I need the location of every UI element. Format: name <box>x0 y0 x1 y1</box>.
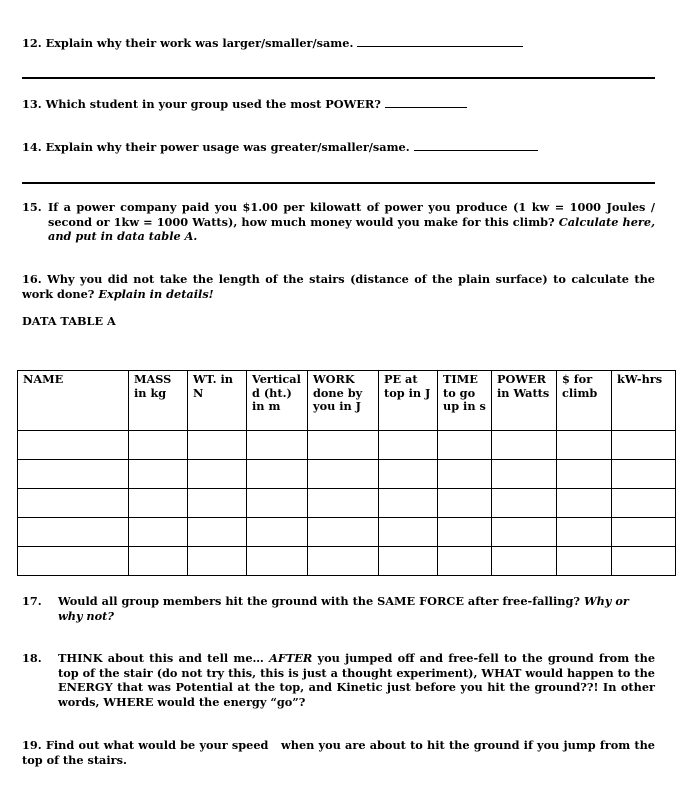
table-cell[interactable] <box>18 547 129 576</box>
table-title: DATA TABLE A <box>22 314 116 328</box>
table-cell[interactable] <box>247 518 308 547</box>
question-16-text: 16. Why you did not take the length of the stairs (distance of the plain surface) to calculate the work done? <box>22 272 655 301</box>
question-18-number: 18. <box>22 651 42 665</box>
table-cell[interactable] <box>438 460 492 489</box>
header-mass: MASS in kg <box>129 371 188 431</box>
header-kw-hrs: kW-hrs <box>612 371 676 431</box>
table-cell[interactable] <box>129 431 188 460</box>
question-19: 19. Find out what would be your speed when you are about to hit the ground if you jump from the top of the stairs. <box>22 738 659 767</box>
header-vertical-distance: Vertical d (ht.) in m <box>247 371 308 431</box>
question-15-number: 15. <box>22 200 42 214</box>
table-cell[interactable] <box>379 518 438 547</box>
table-cell[interactable] <box>492 489 557 518</box>
table-row <box>18 518 676 547</box>
question-18-text: you jumped off and free-fell to the ground from the top of the stair (do not try this, this is just a thought experiment), WHAT would happen to the ENERGY that was Potential at the top, and Kinetic just before you hit the ground??! In other words, WHERE would the energy “go”? <box>58 651 656 709</box>
table-cell[interactable] <box>18 431 129 460</box>
question-14-text: 14. Explain why their power usage was greater/smaller/same. <box>22 140 410 154</box>
table-cell[interactable] <box>308 431 379 460</box>
table-row <box>18 431 676 460</box>
table-cell[interactable] <box>492 518 557 547</box>
table-cell[interactable] <box>612 431 676 460</box>
question-15-text: If a power company paid you $1.00 per kilowatt of power you produce (1 kw = 1000 Joules / second or 1kw = 1000 Watts), how much money would you make for this climb? <box>48 200 655 229</box>
table-cell[interactable] <box>188 489 247 518</box>
table-cell[interactable] <box>438 431 492 460</box>
table-cell[interactable] <box>308 489 379 518</box>
header-dollars: $ for climb <box>557 371 612 431</box>
table-cell[interactable] <box>438 547 492 576</box>
table-cell[interactable] <box>612 518 676 547</box>
table-header-row <box>18 371 676 431</box>
table-cell[interactable] <box>247 460 308 489</box>
divider-line <box>22 77 655 79</box>
table-cell[interactable] <box>247 489 308 518</box>
question-15-body <box>48 200 655 244</box>
table-cell[interactable] <box>612 460 676 489</box>
table-cell[interactable] <box>308 460 379 489</box>
question-17-instruction: Why or why not? <box>58 594 629 623</box>
question-16-instruction: Explain in details! <box>98 286 214 301</box>
question-16 <box>22 272 655 301</box>
table-cell[interactable] <box>557 489 612 518</box>
question-14 <box>22 139 538 155</box>
table-cell[interactable] <box>129 518 188 547</box>
table-cell[interactable] <box>308 547 379 576</box>
table-cell[interactable] <box>188 547 247 576</box>
table-cell[interactable] <box>438 518 492 547</box>
data-table-a <box>17 370 676 576</box>
table-cell[interactable] <box>18 518 129 547</box>
table-cell[interactable] <box>129 489 188 518</box>
question-18-body <box>58 651 655 709</box>
table-row <box>18 489 676 518</box>
table-cell[interactable] <box>379 460 438 489</box>
header-name: NAME <box>18 371 129 431</box>
answer-blank-12[interactable] <box>357 35 523 47</box>
question-17-body <box>58 594 655 623</box>
table-cell[interactable] <box>492 460 557 489</box>
table-cell[interactable] <box>557 431 612 460</box>
answer-blank-14[interactable] <box>414 139 538 151</box>
divider-line <box>22 182 655 184</box>
table-row <box>18 460 676 489</box>
table-cell[interactable] <box>612 489 676 518</box>
table-cell[interactable] <box>129 460 188 489</box>
question-13 <box>22 96 467 112</box>
table-cell[interactable] <box>308 518 379 547</box>
question-17-number: 17. <box>22 594 42 608</box>
table-cell[interactable] <box>438 489 492 518</box>
header-potential-energy: PE at top in J <box>379 371 438 431</box>
table-cell[interactable] <box>379 547 438 576</box>
table-cell[interactable] <box>18 489 129 518</box>
table-cell[interactable] <box>379 431 438 460</box>
table-cell[interactable] <box>612 547 676 576</box>
question-13-text: 13. Which student in your group used the most POWER? <box>22 97 381 111</box>
question-15-instruction: Calculate here, and put in data table A. <box>48 214 655 243</box>
header-power: POWER in Watts <box>492 371 557 431</box>
header-work: WORK done by you in J <box>308 371 379 431</box>
question-17-text: Would all group members hit the ground with the SAME FORCE after free-falling? <box>58 594 581 608</box>
table-cell[interactable] <box>188 460 247 489</box>
table-cell[interactable] <box>18 460 129 489</box>
table-cell[interactable] <box>247 547 308 576</box>
answer-blank-13[interactable] <box>385 96 467 108</box>
table-cell[interactable] <box>492 547 557 576</box>
question-12 <box>22 35 523 51</box>
table-cell[interactable] <box>557 547 612 576</box>
table-cell[interactable] <box>492 431 557 460</box>
table-cell[interactable] <box>379 489 438 518</box>
question-18-text-intro: THINK about this and tell me… <box>58 651 264 665</box>
table-row <box>18 547 676 576</box>
question-18-emphasis: AFTER <box>269 651 313 665</box>
question-12-text: 12. Explain why their work was larger/smaller/same. <box>22 36 354 50</box>
table-cell[interactable] <box>188 518 247 547</box>
table-cell[interactable] <box>247 431 308 460</box>
table-cell[interactable] <box>129 547 188 576</box>
table-cell[interactable] <box>557 460 612 489</box>
table-cell[interactable] <box>557 518 612 547</box>
table-cell[interactable] <box>188 431 247 460</box>
header-weight: WT. in N <box>188 371 247 431</box>
header-time: TIME to go up in s <box>438 371 492 431</box>
